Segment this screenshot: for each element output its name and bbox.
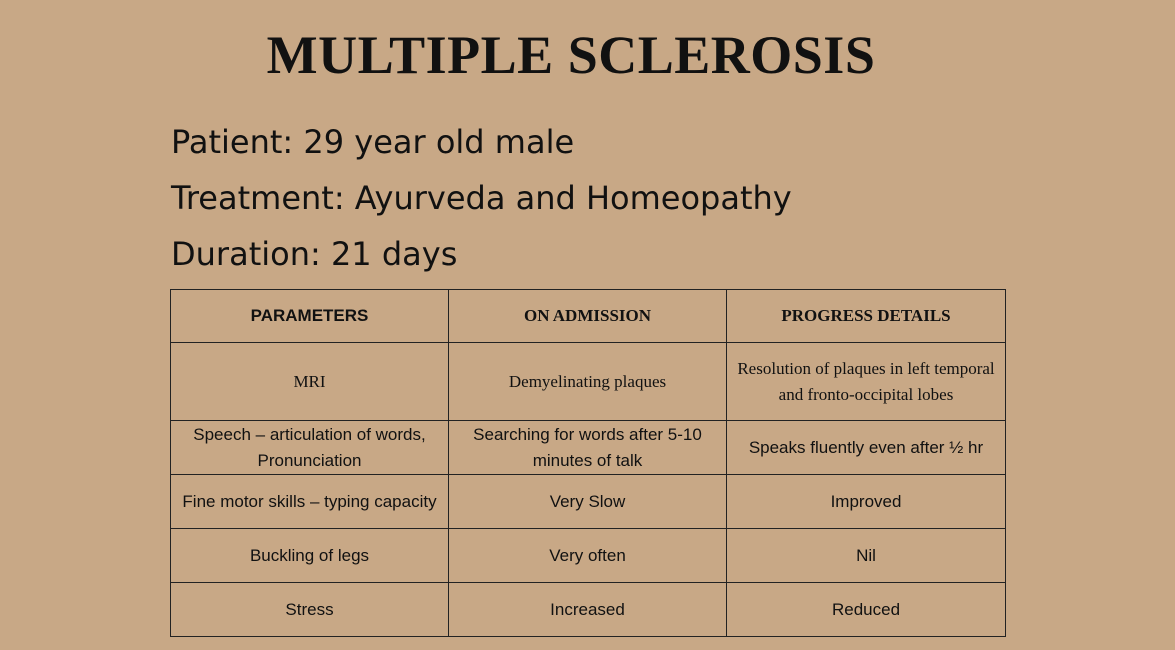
progress-table — [170, 289, 1006, 637]
duration-info: Duration: 21 days — [171, 235, 458, 273]
cell-progress: Reduced — [727, 583, 1006, 637]
cell-on-admission: Very often — [449, 529, 727, 583]
treatment-info: Treatment: Ayurveda and Homeopathy — [171, 179, 792, 217]
header-on-admission: ON ADMISSION — [449, 290, 727, 343]
cell-progress: Improved — [727, 475, 1006, 529]
cell-on-admission: Searching for words after 5-10 minutes of talk — [449, 421, 727, 475]
cell-parameter: MRI — [171, 343, 449, 421]
cell-on-admission: Demyelinating plaques — [449, 343, 727, 421]
cell-progress: Nil — [727, 529, 1006, 583]
table-row — [171, 529, 1006, 583]
table-row — [171, 583, 1006, 637]
table-row — [171, 343, 1006, 421]
cell-parameter: Speech – articulation of words, Pronunciation — [171, 421, 449, 475]
slide-title: MULTIPLE SCLEROSIS — [266, 25, 876, 85]
cell-parameter: Stress — [171, 583, 449, 637]
header-progress-details: PROGRESS DETAILS — [727, 290, 1006, 343]
cell-parameter: Buckling of legs — [171, 529, 449, 583]
header-parameters: PARAMETERS — [171, 290, 449, 343]
patient-info: Patient: 29 year old male — [171, 123, 575, 161]
cell-on-admission: Increased — [449, 583, 727, 637]
cell-parameter: Fine motor skills – typing capacity — [171, 475, 449, 529]
cell-on-admission: Very Slow — [449, 475, 727, 529]
table-row — [171, 421, 1006, 475]
table-header-row — [171, 290, 1006, 343]
cell-progress: Speaks fluently even after ½ hr — [727, 421, 1006, 475]
table-row — [171, 475, 1006, 529]
cell-progress: Resolution of plaques in left temporal and fronto-occipital lobes — [727, 343, 1006, 421]
